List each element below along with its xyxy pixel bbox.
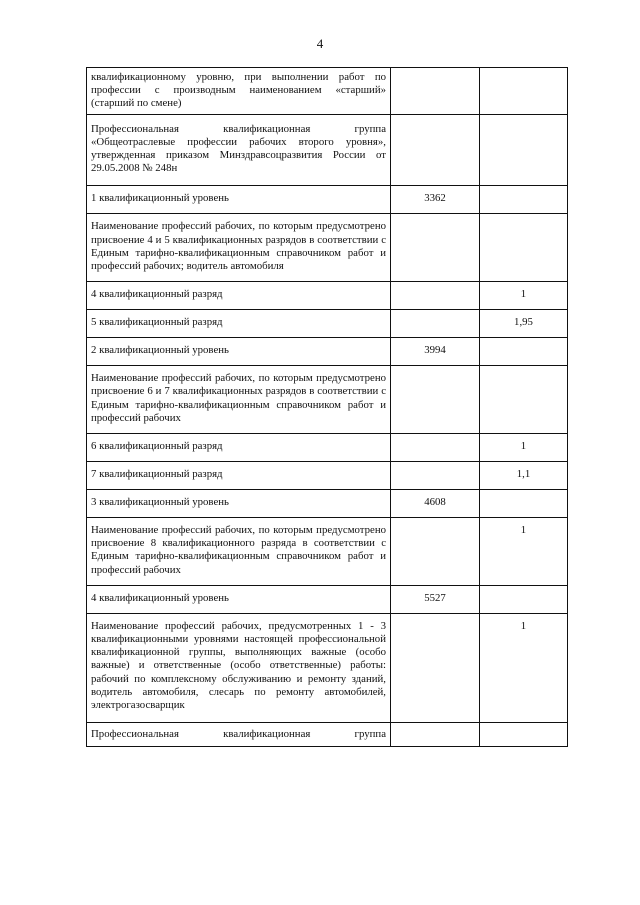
row-name: Наименование профессий рабочих, предусмотренных 1 - 3 квалификационными уровнями настоящей профессиональной квалификационной группы, выполняющих важные (особо важные) и ответственные (особо ответственные) работы: рабочий по комплексному обслуживанию и ремонту зданий, водитель автомобиля, слесарь по ремонту автомобилей, электрогазосварщик xyxy=(87,613,391,722)
row-coefficient xyxy=(480,338,568,366)
table-row xyxy=(87,338,568,366)
row-coefficient: 1 xyxy=(480,613,568,722)
row-salary xyxy=(391,214,480,282)
row-salary xyxy=(391,68,480,115)
table-row xyxy=(87,68,568,115)
row-salary xyxy=(391,310,480,338)
table-row xyxy=(87,613,568,722)
row-salary xyxy=(391,723,480,747)
row-name: Профессиональная квалификационная группа xyxy=(87,723,391,747)
row-coefficient xyxy=(480,214,568,282)
row-name: 4 квалификационный уровень xyxy=(87,585,391,613)
row-coefficient: 1 xyxy=(480,518,568,586)
row-coefficient xyxy=(480,723,568,747)
row-name: Наименование профессий рабочих, по которым предусмотрено присвоение 4 и 5 квалификационных разрядов в соответствии с Единым тарифно-квалификационным справочником работ и профессий рабочих; водитель автомобиля xyxy=(87,214,391,282)
row-name: Наименование профессий рабочих, по которым предусмотрено присвоение 8 квалификационного разряда в соответствии с Единым тарифно-квалификационным справочником работ и профессий рабочих xyxy=(87,518,391,586)
row-coefficient: 1,95 xyxy=(480,310,568,338)
table-row xyxy=(87,114,568,186)
row-coefficient: 1,1 xyxy=(480,462,568,490)
table-row xyxy=(87,186,568,214)
row-coefficient xyxy=(480,186,568,214)
table-row xyxy=(87,214,568,282)
table-row xyxy=(87,462,568,490)
row-salary: 3994 xyxy=(391,338,480,366)
table-row xyxy=(87,723,568,747)
table-row xyxy=(87,490,568,518)
row-coefficient: 1 xyxy=(480,282,568,310)
row-salary: 5527 xyxy=(391,585,480,613)
table-row xyxy=(87,310,568,338)
page-number: 4 xyxy=(316,36,324,51)
row-name: 4 квалификационный разряд xyxy=(87,282,391,310)
row-name: 1 квалификационный уровень xyxy=(87,186,391,214)
row-coefficient xyxy=(480,490,568,518)
row-coefficient xyxy=(480,585,568,613)
row-salary: 4608 xyxy=(391,490,480,518)
row-coefficient xyxy=(480,68,568,115)
row-salary xyxy=(391,282,480,310)
row-name: 3 квалификационный уровень xyxy=(87,490,391,518)
table-row xyxy=(87,366,568,434)
row-name: 6 квалификационный разряд xyxy=(87,434,391,462)
row-name: 7 квалификационный разряд xyxy=(87,462,391,490)
row-name: 5 квалификационный разряд xyxy=(87,310,391,338)
table-row xyxy=(87,434,568,462)
row-salary xyxy=(391,434,480,462)
row-salary xyxy=(391,366,480,434)
row-coefficient: 1 xyxy=(480,434,568,462)
row-salary xyxy=(391,613,480,722)
row-salary xyxy=(391,462,480,490)
row-name: Наименование профессий рабочих, по которым предусмотрено присвоение 6 и 7 квалификационных разрядов в соответствии с Единым тарифно-квалификационным справочником работ и профессий рабочих xyxy=(87,366,391,434)
row-coefficient xyxy=(480,366,568,434)
table-row xyxy=(87,518,568,586)
row-coefficient xyxy=(480,114,568,186)
row-name: Профессиональная квалификационная группа «Общеотраслевые профессии рабочих второго уровня», утвержденная приказом Минздравсоцразвития России от 29.05.2008 № 248н xyxy=(87,114,391,186)
row-name: 2 квалификационный уровень xyxy=(87,338,391,366)
table-row xyxy=(87,282,568,310)
qualification-table xyxy=(86,67,568,747)
row-salary: 3362 xyxy=(391,186,480,214)
row-name: квалификационному уровню, при выполнении работ по профессии с производным наименованием «старший» (старший по смене) xyxy=(87,68,391,115)
row-salary xyxy=(391,114,480,186)
table-row xyxy=(87,585,568,613)
row-salary xyxy=(391,518,480,586)
